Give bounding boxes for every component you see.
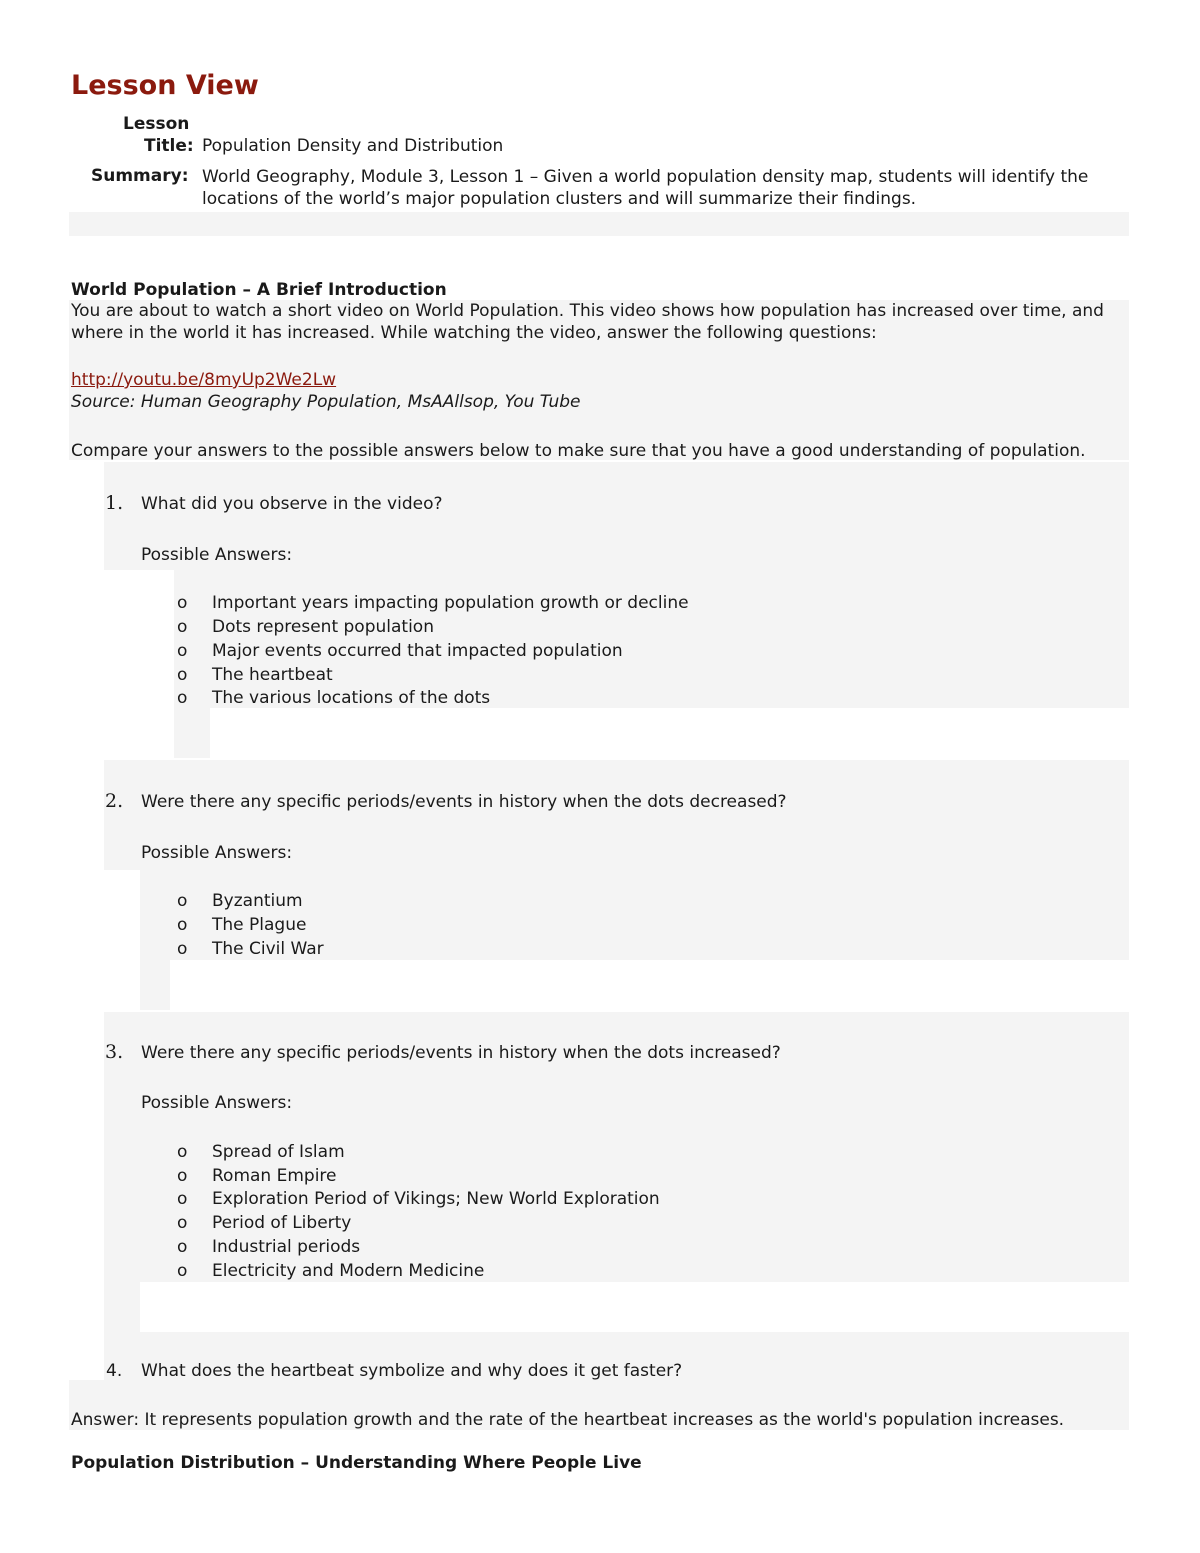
video-source: Source: Human Geography Population, MsAAllsop, You Tube (71, 392, 581, 412)
possible-answers-label: Possible Answers: (141, 1093, 293, 1113)
answer-text: Period of Liberty (212, 1213, 352, 1233)
answer-text: Electricity and Modern Medicine (212, 1261, 485, 1281)
video-link[interactable]: http://youtu.be/8myUp2We2Lw (71, 370, 337, 390)
title-label: Title: (144, 136, 194, 156)
bullet-icon: o (177, 665, 188, 685)
question-number: 4. (106, 1361, 123, 1381)
content-band-a2-tail (140, 960, 170, 1010)
answer-text: Spread of Islam (212, 1142, 345, 1162)
answer-text: Dots represent population (212, 617, 434, 637)
answer-text: Roman Empire (212, 1166, 337, 1186)
intro-paragraph: You are about to watch a short video on World Population. This video shows how population has increased over time, and where in the world it has increased. While watching the video, answer the following questions: (71, 301, 1104, 343)
question-text: What did you observe in the video? (141, 494, 443, 514)
summary-label: Summary: (91, 166, 189, 186)
answer-text: The heartbeat (212, 665, 333, 685)
bullet-icon: o (177, 593, 188, 613)
bullet-icon: o (177, 1261, 188, 1281)
possible-answers-label: Possible Answers: (141, 545, 293, 565)
bullet-icon: o (177, 688, 188, 708)
bullet-icon: o (177, 1189, 188, 1209)
content-band-a3-tail (104, 1282, 140, 1332)
answer-text: Important years impacting population growth or decline (212, 593, 689, 613)
bullet-icon: o (177, 1166, 188, 1186)
lesson-label: Lesson (123, 114, 190, 134)
answer-text: The Civil War (212, 939, 324, 959)
bullet-icon: o (177, 1142, 188, 1162)
bullet-icon: o (177, 891, 188, 911)
question-number: 2. (105, 790, 124, 812)
answer-text: Major events occurred that impacted population (212, 641, 623, 661)
bullet-icon: o (177, 641, 188, 661)
bullet-icon: o (177, 617, 188, 637)
summary-value: World Geography, Module 3, Lesson 1 – Given a world population density map, students will identify the locations of the world’s major population clusters and will summarize their findings. (202, 167, 1089, 209)
distribution-heading: Population Distribution – Understanding Where People Live (71, 1453, 642, 1473)
question-text: What does the heartbeat symbolize and why does it get faster? (141, 1361, 683, 1381)
answer-4: Answer: It represents population growth and the rate of the heartbeat increases as the world's population increases. (71, 1410, 1065, 1430)
possible-answers-label: Possible Answers: (141, 843, 293, 863)
question-text: Were there any specific periods/events in history when the dots increased? (141, 1043, 781, 1063)
answer-text: Exploration Period of Vikings; New World Exploration (212, 1189, 660, 1209)
bullet-icon: o (177, 915, 188, 935)
question-number: 1. (105, 492, 124, 514)
answer-text: Industrial periods (212, 1237, 361, 1257)
question-number: 3. (105, 1041, 124, 1063)
question-text: Were there any specific periods/events in history when the dots decreased? (141, 792, 787, 812)
content-band-a1-tail (174, 708, 210, 758)
summary-band (69, 212, 1129, 236)
compare-paragraph: Compare your answers to the possible answers below to make sure that you have a good understanding of population. (71, 441, 1086, 461)
answer-text: Byzantium (212, 891, 303, 911)
bullet-icon: o (177, 939, 188, 959)
answer-text: The Plague (212, 915, 307, 935)
intro-heading: World Population – A Brief Introduction (71, 280, 447, 300)
bullet-icon: o (177, 1237, 188, 1257)
lesson-title-value: Population Density and Distribution (202, 136, 504, 156)
page-title: Lesson View (71, 70, 259, 101)
answer-text: The various locations of the dots (212, 688, 491, 708)
bullet-icon: o (177, 1213, 188, 1233)
